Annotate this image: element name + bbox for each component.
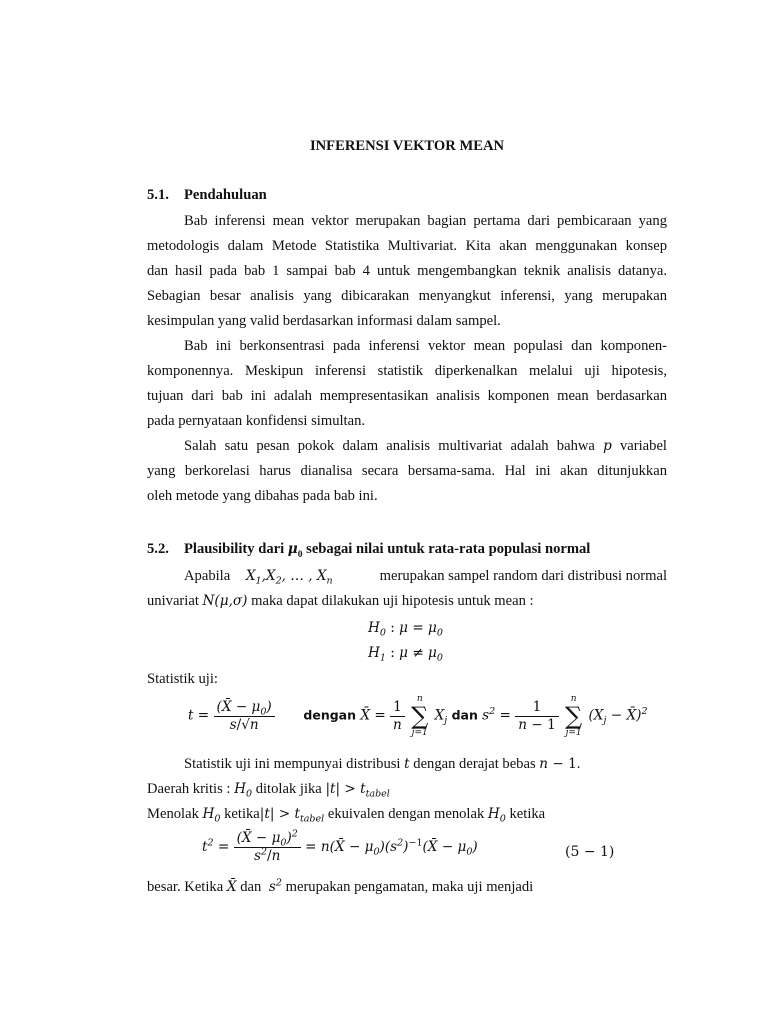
text-span: Apabila (184, 568, 231, 584)
section-number: 5.1. (147, 187, 169, 203)
section-heading-5-2 (147, 541, 590, 558)
math-symbol: t (404, 756, 410, 772)
dengan-label: dengan (303, 707, 356, 723)
text-span: ditolak jika (255, 781, 322, 797)
paragraph-line: pada pernyataan konfidensi simultan. (147, 413, 366, 429)
math-symbol: $|t| > t_{tabel}$ (325, 781, 390, 800)
paragraph-line (147, 878, 667, 896)
page-title: INFERENSI VEKTOR MEAN (309, 138, 505, 154)
text-span: Menolak (147, 806, 199, 822)
paragraph-line (184, 437, 667, 455)
math-symbol: n − 1 (539, 756, 577, 772)
paragraph-line (184, 567, 667, 585)
sample-notation: $X_1,X_2$, … , $X_n$ (245, 568, 333, 587)
fraction: $\frac{1}{n - 1}$ (515, 699, 558, 734)
math-symbol: $H_0$ (234, 781, 253, 800)
sum-symbol: n ∑ j=1 (411, 694, 429, 738)
text-span: dengan derajat bebas (413, 756, 536, 772)
equation-number: (5 − 1) (565, 844, 615, 860)
text-span: ketika (509, 806, 546, 822)
paragraph-line: Sebagian besar analisis yang dibicarakan menyangkut inferensi, yang merupakan (147, 288, 667, 304)
paragraph-line (147, 780, 667, 798)
text-span: Salah satu pesan pokok dalam analisis multivariat adalah bahwa (184, 438, 604, 454)
math-symbol: $|t| > t_{tabel}$ (259, 806, 325, 825)
math-symbol: $H_0$ (202, 806, 221, 825)
paragraph-line: kesimpulan yang valid berdasarkan informasi dalam sampel. (147, 313, 501, 329)
text-span: Statistik uji ini mempunyai distribusi (184, 756, 401, 772)
text-span: merupakan pengamatan, maka uji menjadi (285, 879, 534, 895)
text-span: Daerah kritis : (147, 781, 231, 797)
text-span: ketika (224, 806, 260, 822)
text-span: dan (240, 879, 262, 895)
paragraph-line: metodologis dalam Metode Statistika Multivariat. Kita akan menggunakan konsep (147, 238, 667, 254)
dan-label: dan (451, 707, 478, 723)
paragraph-line: Statistik uji ini mempunyai distribusi t dengan derajat bebas n − 1. (184, 756, 581, 772)
t-statistic-formula: t = $\frac{(X̄ - \mu_0)}{s/√n}$ dengan X̄ = $\frac{1}{n}$ n ∑ j=1 $X_j$ dan $s^2$ = $\frac{1}{n - 1}$ n ∑ j=1 ($X_j$ − X̄)$^2$ (188, 694, 648, 738)
paragraph-line: dan hasil pada bab 1 sampai bab 4 untuk mengembangkan teknik analisis datanya. (147, 263, 667, 279)
mu-symbol: μ (287, 541, 298, 557)
subscript: 0 (297, 549, 303, 560)
paragraph-line: Bab ini berkonsentrasi pada inferensi vektor mean populasi dan komponen- (184, 338, 667, 354)
math-symbol: $s^2$ (268, 877, 282, 895)
paragraph-line (147, 805, 667, 823)
text-span: univariat (147, 593, 199, 609)
section-title: Plausibility dari (184, 541, 288, 557)
paragraph-line: komponennya. Meskipun inferensi statistik diperkenalkan melalui uji hipotesis, (147, 363, 667, 379)
hypothesis-h0: $H_0$ : $\mu = \mu_0$ (368, 620, 443, 639)
fraction: $\frac{1}{n}$ (390, 699, 405, 734)
normal-notation: N(μ,σ) (202, 593, 248, 609)
hypothesis-h1: $H_1$ : $\mu \ne \mu_0$ (368, 645, 443, 664)
paragraph-line: Bab inferensi mean vektor merupakan bagian pertama dari pembicaraan yang (184, 213, 667, 229)
paragraph-line: oleh metode yang dibahas pada bab ini. (147, 488, 378, 504)
text-span: maka dapat dilakukan uji hipotesis untuk mean : (251, 593, 534, 609)
text-span: ekuivalen dengan menolak (327, 806, 485, 822)
t-squared-formula: $t^2$ = $\frac{(X̄ - \mu_0)^2}{s^2/n}$ = n(X̄ − $\mu_0)(s^2)^{-1}(X̄ - \mu_0)$ (202, 828, 478, 864)
section-title-rest: sebagai nilai untuk rata-rata populasi normal (302, 541, 591, 557)
math-symbol: X̄ (226, 879, 237, 895)
section-title: Pendahuluan (184, 187, 267, 203)
paragraph-line: tujuan dari bab ini adalah mempresentasikan analisis komponen mean berdasarkan (147, 388, 667, 404)
stat-label: Statistik uji: (147, 671, 218, 687)
sum-symbol: n ∑ j=1 (565, 694, 583, 738)
fraction: $\frac{(X̄ - \mu_0)}{s/√n}$ (214, 699, 275, 734)
paragraph-line (147, 592, 667, 610)
section-number: 5.2. (147, 541, 169, 557)
math-symbol: p (603, 438, 612, 454)
text-span: merupakan sampel random dari distribusi normal (379, 568, 667, 584)
text-span: besar. Ketika (147, 879, 224, 895)
paragraph-line: yang berkorelasi harus dianalisa secara bersama-sama. Hal ini akan ditunjukkan (147, 463, 667, 479)
fraction: $\frac{(X̄ - \mu_0)^2}{s^2/n}$ (234, 830, 301, 865)
math-symbol: $H_0$ (487, 806, 506, 825)
text-span: variabel (611, 438, 667, 454)
section-heading-5-1 (147, 187, 267, 204)
